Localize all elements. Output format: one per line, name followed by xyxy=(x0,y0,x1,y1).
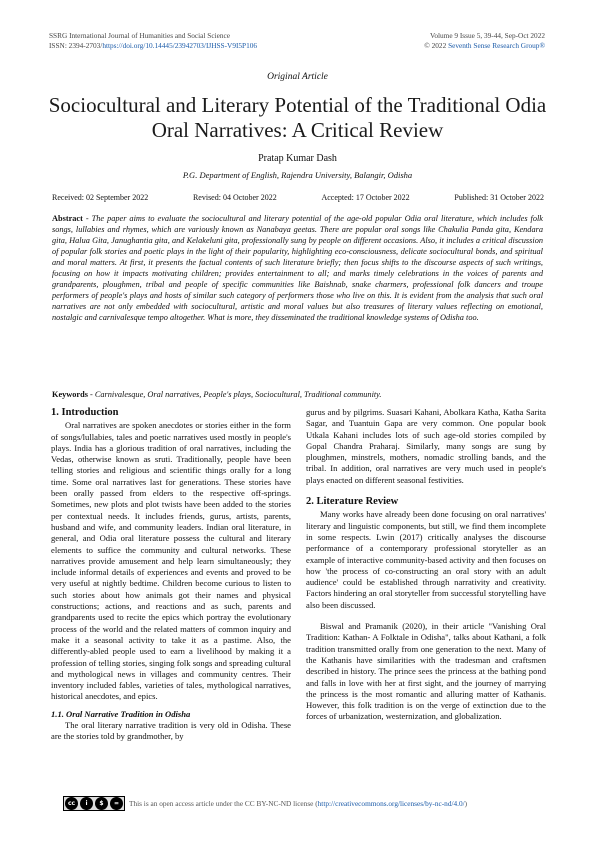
author-name: Pratap Kumar Dash xyxy=(258,153,337,164)
by-glyph: i xyxy=(80,797,93,810)
introduction-paragraph: Oral narratives are spoken anecdotes or stories either in the form of songs/lullabies, tales and poetic narratives used mostly in people's plays. India has a glorious tradition of oral narratives, including the Vedas, otherwise known as sruti. Traditionally, people have been telling stories and religious and scientific things orally for a long time. Some oral narratives last for generations. These stories have been orally passed from elders to the respective off-springs. Sometimes, new plots and plot twists have been added to the stories per contextual needs. It includes friends, gurus, artists, parents, husband and wife, and community leaders. Indian oral literature, in general, and Odia oral literature possess the cultural and literary elements to suffice the community and cultural networks. These narratives provide amusement and help learn simultaneously; they include informal details of experiences and events and proved to be very useful at nightly bedtime. Children become curious to listen to such stories about how animals got their names and physical constructions; actions, and reactions and as such, parents and grandparents used to recite the epics which portray the evolutionary process of the world and the related matters of common inquiry and make it a seasonal activity to take it as a pastime. Also, the differently-abled people used to earn a livelihood by making it a profession of telling stories, singing folk songs and spreading cultural and mythological news in villages and community centres. Their inventory included fables, varieties of tales, mythological narratives, historical anecdotes, and epics. xyxy=(51,420,291,702)
publisher-link[interactable]: Seventh Sense Research Group® xyxy=(448,40,545,50)
paper-title: Sociocultural and Literary Potential of the Traditional Odia Oral Narratives: A Critical Review xyxy=(48,93,547,142)
right-column xyxy=(306,407,546,723)
license-link[interactable]: http://creativecommons.org/licenses/by-nc-nd/4.0/ xyxy=(317,799,465,808)
abstract-label: Abstract xyxy=(52,214,83,223)
received-date: Received: 02 September 2022 xyxy=(52,193,149,202)
keywords-text: - Carnivalesque, Oral narratives, People's plays, Sociocultural, Traditional community. xyxy=(87,390,382,399)
nd-glyph: = xyxy=(110,797,123,810)
accepted-date: Accepted: 17 October 2022 xyxy=(321,193,410,202)
author-affiliation: P.G. Department of English, Rajendra University, Balangir, Odisha xyxy=(182,170,413,180)
doi-link[interactable]: https://doi.org/10.14445/23942703/IJHSS-V9I5P106 xyxy=(102,40,258,50)
journal-header-right xyxy=(424,31,545,50)
nc-glyph: $ xyxy=(95,797,108,810)
left-column xyxy=(51,407,291,743)
copyright-line xyxy=(424,41,545,51)
issn-line xyxy=(49,41,257,51)
journal-name: SSRG International Journal of Humanities and Social Science xyxy=(49,31,230,40)
section-heading-introduction: 1. Introduction xyxy=(51,407,119,418)
literature-review-paragraph-1: Many works have already been done focusing on oral narratives' literary and linguistic components, but still, we find them incomplete in some respects. Lwin (2017) critically analyses the discourse performance of a contemporary professional storyteller as an example of interactive community-based activity and then focuses on how 'the process of co-constructing an oral story with an adult audience' could be established through narrativity and creativity. Factors hindering an oral storyteller from successful storytelling have also been discussed. xyxy=(306,509,546,610)
keywords-label: Keywords xyxy=(52,390,88,399)
section-heading-literature-review: 2. Literature Review xyxy=(306,496,399,508)
published-date: Published: 31 October 2022 xyxy=(454,193,544,202)
license-text: This is an open access article under the CC BY-NC-ND license (http://creativecommons.org/licenses/by-nc-nd/4.0/) xyxy=(129,799,468,808)
license-footer xyxy=(63,796,543,811)
revised-date: Revised: 04 October 2022 xyxy=(192,193,277,202)
copyright-prefix: © 2022 xyxy=(424,40,449,50)
abstract xyxy=(52,213,543,323)
journal-header-left xyxy=(49,31,257,50)
keywords xyxy=(52,389,543,400)
continued-paragraph: gurus and by pilgrims. Suasari Kahani, Abolkara Katha, Katha Sarita Sagar, and Tuantuin Gapa are very common. One popular book Utkala Kahani includes lots of such age-old stories compiled by Gopal Chandra Praharaj. Similarly, many songs are sung by ploughmen, minstrels, mothers, nomadic strolling bands, and the tribal. In addition, oral narratives are very much used in people's plays enacted on different seasonal festivities. xyxy=(306,407,546,485)
abstract-text: - The paper aims to evaluate the sociocultural and literary potential of the age-old popular Odia oral literature, which includes folk songs, lullabies and rhymes, which are variously known as Nanabaya geetas. There are popular oral songs like Chakulia Panda gita, Kendara gita, Halua Gita, Janughantia gita, and Kelakeluni gita, professionally sung by people on different occasions. Also, it includes a critical discussion of popular folk stories and poetic plays in the light of their popularity, highlighting eco-consciousness, delicate sociocultural bonds, and spiritual and moral matters. At first, it presents the factual contents of such literature briefly; then focus shifts to the discourse aspects of such writings, focusing on how it impacts motivating children; provides entertainment to all; and marks timely celebrations in the voices of parents and grandparents, ploughmen, tribal and people of specific communities like Baishnab, snake charmers, professional folk dancers and troupe performers of people's plays and hosts of similar such category of performers those who live on this. It is evident from the analysis that such oral narratives are not only embedded with sociocultural, artistic and moral values but also treasures of literary values reflecting on emotional, nostalgic and carnivalesque tempo altogether. What is more, they disseminated the traditional knowledge systems of Odisha too. xyxy=(52,214,543,322)
cc-by-nc-nd-icon[interactable] xyxy=(63,796,125,811)
issn: ISSN: 2394-2703/ xyxy=(49,40,103,50)
article-type: Original Article xyxy=(267,72,328,82)
cc-glyph: cc xyxy=(65,797,78,810)
subsection-heading-oral-tradition: 1.1. Oral Narrative Tradition in Odisha xyxy=(51,708,191,719)
oral-tradition-paragraph: The oral literary narrative tradition is very old in Odisha. These are the stories told by grandmother, by xyxy=(51,720,291,742)
volume-info: Volume 9 Issue 5, 39-44, Sep-Oct 2022 xyxy=(430,31,545,40)
publication-dates xyxy=(52,193,544,202)
literature-review-paragraph-2: Biswal and Pramanik (2020), in their article "Vanishing Oral Tradition: Kathan- A Folktale in Odisha", talks about Kathani, a folk tradition transmitted orally from one generation to the next. Many of the Kathanis have similarities with the tradesman and craftsmen described in history. The prince sees the princess at the bathing pond and falls in love with her at first sight, and the journey of marrying the princess is the most romantic and alluring matter of Kathanis. However, this folk tradition is on the verge of extinction due to the forces of urbanization, westernization, and globalization. xyxy=(306,621,546,722)
